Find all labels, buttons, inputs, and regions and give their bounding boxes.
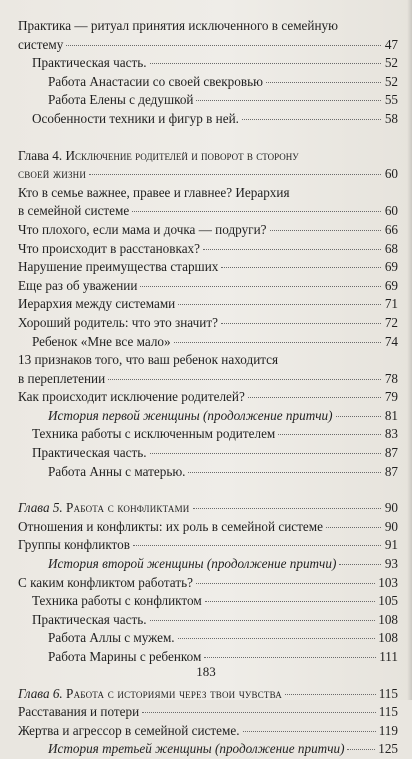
- toc-page-number: 52: [384, 73, 398, 89]
- toc-entry-title: [18, 536, 130, 555]
- page-number: 183: [196, 664, 216, 679]
- toc-page-number: 90: [384, 518, 398, 534]
- toc-entry-row: [18, 36, 398, 55]
- dot-leader: [203, 249, 381, 250]
- dot-leader: [285, 694, 376, 695]
- toc-entry-title: [32, 611, 147, 630]
- toc-entry-row: [18, 277, 398, 296]
- toc-page-number: 47: [384, 36, 398, 52]
- dot-leader: [242, 119, 381, 120]
- toc-entry-title: [48, 407, 333, 426]
- toc-page-number: 93: [384, 556, 398, 572]
- toc-entry-row: [18, 202, 398, 221]
- toc-title-text: Работа Марины с ребенком: [48, 649, 202, 664]
- toc-page-number: 79: [384, 389, 398, 405]
- toc-entry: [18, 91, 398, 110]
- toc-title-text: в семейной системе: [18, 203, 130, 219]
- toc-entry-title: [18, 165, 86, 184]
- dot-leader: [140, 286, 381, 287]
- toc-title-text: Работа Аллы с мужем.: [48, 630, 175, 646]
- toc-entry-row: [18, 295, 398, 314]
- toc-title-text: История первой женщины (продолжение притчи): [48, 407, 333, 423]
- toc-title-text: своей жизни: [18, 166, 87, 182]
- dot-leader: [133, 545, 381, 546]
- dot-leader: [221, 267, 381, 268]
- toc-entry: [18, 73, 398, 92]
- dot-leader: [132, 211, 381, 212]
- toc-page-number: 71: [384, 296, 398, 312]
- toc-title-text: История второй женщины (продолжение притчи): [48, 556, 337, 572]
- toc-entry: [18, 703, 398, 722]
- toc-title-text: Особенности техники и фигур в ней.: [32, 110, 239, 126]
- dot-leader: [150, 620, 376, 621]
- dot-leader: [278, 434, 381, 435]
- toc-chapter: [18, 685, 398, 704]
- toc-title-text: Еще раз об уважении: [18, 277, 138, 293]
- toc-entry-title: [32, 110, 239, 129]
- dot-leader: [66, 45, 381, 46]
- toc-page-number: 72: [384, 314, 398, 330]
- toc-page-number: 69: [384, 277, 398, 293]
- toc-entry-title: [18, 518, 323, 537]
- toc-entry-title-line: [18, 147, 398, 166]
- toc-entry-title: [48, 73, 263, 92]
- toc-page-number: 125: [378, 741, 398, 757]
- toc-page-number: 108: [378, 611, 398, 627]
- toc-page-number: 115: [378, 704, 398, 720]
- toc-entry: [18, 240, 398, 259]
- toc-entry-row: [18, 463, 398, 482]
- toc-entry: [18, 258, 398, 277]
- toc-entry: [18, 740, 398, 759]
- toc-entry-title: [32, 444, 147, 463]
- toc-title-text: Техника работы с исключенным родителем: [32, 426, 276, 442]
- toc-entry: [18, 518, 398, 537]
- toc-page-number: 105: [378, 593, 398, 609]
- chapter-number: Глава 5.: [18, 500, 63, 516]
- toc-entry-row: [18, 722, 398, 741]
- toc-entry: [18, 536, 398, 555]
- toc-entry: [18, 333, 398, 352]
- toc-page-number: 58: [384, 110, 398, 126]
- toc-title-text: Работа Елены с дедушкой: [48, 92, 194, 108]
- toc-entry-row: [18, 240, 398, 259]
- dot-leader: [174, 342, 381, 343]
- toc-entry-title: [18, 314, 218, 333]
- dot-leader: [196, 100, 381, 101]
- toc-page-number: 115: [378, 685, 398, 701]
- chapter-number: Глава 6.: [18, 685, 63, 701]
- toc-entry-title: [18, 685, 282, 704]
- toc-entry-title: [18, 36, 63, 55]
- toc-entry: [18, 295, 398, 314]
- toc-entry: [18, 314, 398, 333]
- toc-title-text: Хороший родитель: что это значит?: [18, 314, 218, 330]
- dot-leader: [221, 323, 381, 324]
- page-edge-shadow: [407, 0, 412, 700]
- toc-chapter: [18, 147, 398, 184]
- toc-page-number: 90: [384, 500, 398, 516]
- dot-leader: [150, 63, 381, 64]
- toc-page-number: 81: [384, 407, 398, 423]
- toc-page-number: 60: [384, 166, 398, 182]
- toc-entry-row: [18, 536, 398, 555]
- toc-entry-title: [18, 703, 139, 722]
- dot-leader: [193, 508, 382, 509]
- toc-page-number: 87: [384, 463, 398, 479]
- toc-entry-row: [18, 73, 398, 92]
- dot-leader: [178, 638, 376, 639]
- toc-entry: [18, 555, 398, 574]
- toc-entry-title: [48, 555, 336, 574]
- toc-title-text: Практическая часть.: [32, 445, 147, 461]
- toc-entry: [18, 221, 398, 240]
- toc-title-text: Практическая часть.: [32, 611, 147, 627]
- toc-page-number: 83: [384, 426, 398, 442]
- toc-entry-row: [18, 425, 398, 444]
- toc-page-number: 91: [384, 537, 398, 553]
- toc-title-text: Жертва и агрессор в семейной системе.: [18, 722, 240, 738]
- toc-entry: [18, 463, 398, 482]
- toc-page-number: 69: [384, 259, 398, 275]
- toc-title-text: в переплетении: [18, 370, 106, 386]
- toc-title-text: С каким конфликтом работать?: [18, 574, 193, 590]
- dot-leader: [270, 230, 382, 231]
- toc-entry-title-line: [18, 351, 398, 370]
- toc-entry-row: [18, 685, 398, 704]
- toc-page-number: 108: [378, 630, 398, 646]
- toc-entry-row: [18, 518, 398, 537]
- toc-page-number: 55: [384, 92, 398, 108]
- toc-entry: [18, 592, 398, 611]
- toc-entry-row: [18, 592, 398, 611]
- dot-leader: [205, 601, 376, 602]
- dot-leader: [204, 657, 376, 658]
- toc-entry-title: [48, 463, 185, 482]
- toc-entry-title: [18, 388, 245, 407]
- toc-title-text: Нарушение преимущества старших: [18, 259, 219, 275]
- toc-title-text: Техника работы с конфликтом: [32, 593, 202, 609]
- toc-entry: [18, 54, 398, 73]
- dot-leader: [142, 712, 376, 713]
- toc-entry-title: [18, 240, 200, 259]
- toc-page-number: 60: [384, 203, 398, 219]
- dot-leader: [326, 527, 381, 528]
- toc-entry-row: [18, 703, 398, 722]
- dot-leader: [339, 564, 381, 565]
- toc-entry-title: [18, 499, 190, 518]
- toc-entry-title: [32, 333, 171, 352]
- toc-entry-title: [18, 370, 105, 389]
- toc-title-text: Отношения и конфликты: их роль в семейной системе: [18, 518, 323, 534]
- toc-entry-title: [32, 592, 202, 611]
- toc-title-text: Работа Анастасии со своей свекровью: [48, 73, 263, 89]
- dot-leader: [266, 82, 381, 83]
- toc-entry-row: [18, 555, 398, 574]
- dot-leader: [248, 397, 381, 398]
- dot-leader: [196, 583, 375, 584]
- toc-entry-title: [18, 258, 218, 277]
- toc-entry-title: [18, 574, 193, 593]
- toc-entry-row: [18, 54, 398, 73]
- toc-title-text: Ребенок «Мне все мало»: [32, 333, 171, 349]
- toc-entry-row: [18, 388, 398, 407]
- toc-entry: [18, 574, 398, 593]
- toc-title-text: История третьей женщины (продолжение притчи): [48, 741, 345, 757]
- toc-title-text: Работа Анны с матерью.: [48, 463, 186, 479]
- toc-entry-row: [18, 91, 398, 110]
- toc-entry-row: [18, 370, 398, 389]
- toc-entry-title: [18, 295, 175, 314]
- toc-title-text: 13 признаков того, что ваш ребенок находится: [18, 352, 279, 368]
- toc-entry-row: [18, 740, 398, 759]
- toc-entry-row: [18, 314, 398, 333]
- toc-entry: [18, 629, 398, 648]
- toc-entry-row: [18, 110, 398, 129]
- toc-page-number: 119: [378, 722, 398, 738]
- toc-title-text: Что плохого, если мама и дочка — подруги?: [18, 221, 267, 237]
- toc-page-number: 66: [384, 221, 398, 237]
- toc-entry-row: [18, 165, 398, 184]
- toc-page-number: 68: [384, 240, 398, 256]
- toc-entry-title: [18, 202, 129, 221]
- toc-title-text: Иерархия между системами: [18, 296, 176, 312]
- toc-entry-title: [32, 425, 275, 444]
- toc-title-text: Кто в семье важнее, правее и главнее? Иерархия: [18, 184, 290, 200]
- dot-leader: [108, 379, 381, 380]
- toc-entry-row: [18, 499, 398, 518]
- toc-entry: [18, 444, 398, 463]
- toc-entry-row: [18, 611, 398, 630]
- toc-chapter: [18, 499, 398, 518]
- toc-entry-title: [32, 54, 147, 73]
- toc-title-text: Практика — ритуал принятия исключенного в семейную: [18, 18, 338, 33]
- toc-title-text: Работа с историями через твои чувства: [66, 685, 282, 701]
- toc-entry: [18, 722, 398, 741]
- toc-page-number: 74: [384, 333, 398, 349]
- toc-page-number: 52: [384, 55, 398, 71]
- toc-page-number: 103: [378, 574, 398, 590]
- toc-entry-title-line: [18, 184, 398, 203]
- toc-title-text: Расставания и потери: [18, 704, 140, 720]
- toc-page-number: 111: [379, 649, 398, 664]
- toc-entry-title: [18, 722, 240, 741]
- toc-entry-title: [48, 629, 175, 648]
- toc-entry: [18, 407, 398, 426]
- toc-title-text: Исключение родителей и поворот в сторону: [65, 147, 299, 163]
- toc-entry: [18, 425, 398, 444]
- toc-page-number: 87: [384, 445, 398, 461]
- toc-entry-row: [18, 444, 398, 463]
- toc-title-text: Практическая часть.: [32, 55, 147, 71]
- toc-entry-row: [18, 407, 398, 426]
- toc-entry: [18, 184, 398, 221]
- chapter-number: Глава 4.: [18, 147, 63, 163]
- toc-entry-row: [18, 333, 398, 352]
- toc-entry: [18, 611, 398, 630]
- toc-entry-row: [18, 574, 398, 593]
- toc-entry: [18, 17, 398, 54]
- toc-entry-row: [18, 629, 398, 648]
- dot-leader: [188, 472, 381, 473]
- toc-entry-title: [48, 740, 344, 759]
- toc-title-text: Работа с конфликтами: [66, 500, 190, 516]
- toc-entry-title-line: [18, 17, 398, 36]
- toc-entry: [18, 351, 398, 388]
- toc-title-text: Группы конфликтов: [18, 537, 130, 553]
- toc-title-text: Что происходит в расстановках?: [18, 240, 201, 256]
- toc-title-text: систему: [18, 36, 64, 52]
- toc-page-number: 78: [384, 370, 398, 386]
- table-of-contents: [18, 17, 398, 759]
- dot-leader: [336, 416, 382, 417]
- toc-entry-title: [48, 91, 193, 110]
- toc-entry: [18, 388, 398, 407]
- toc-entry-title: [18, 277, 137, 296]
- toc-entry-title: [18, 221, 267, 240]
- dot-leader: [178, 304, 381, 305]
- toc-entry: [18, 110, 398, 129]
- toc-entry-row: [18, 221, 398, 240]
- dot-leader: [243, 731, 376, 732]
- dot-leader: [150, 453, 381, 454]
- dot-leader: [89, 174, 381, 175]
- toc-title-text: Как происходит исключение родителей?: [18, 389, 245, 405]
- toc-entry-row: [18, 258, 398, 277]
- toc-entry: [18, 277, 398, 296]
- dot-leader: [347, 749, 375, 750]
